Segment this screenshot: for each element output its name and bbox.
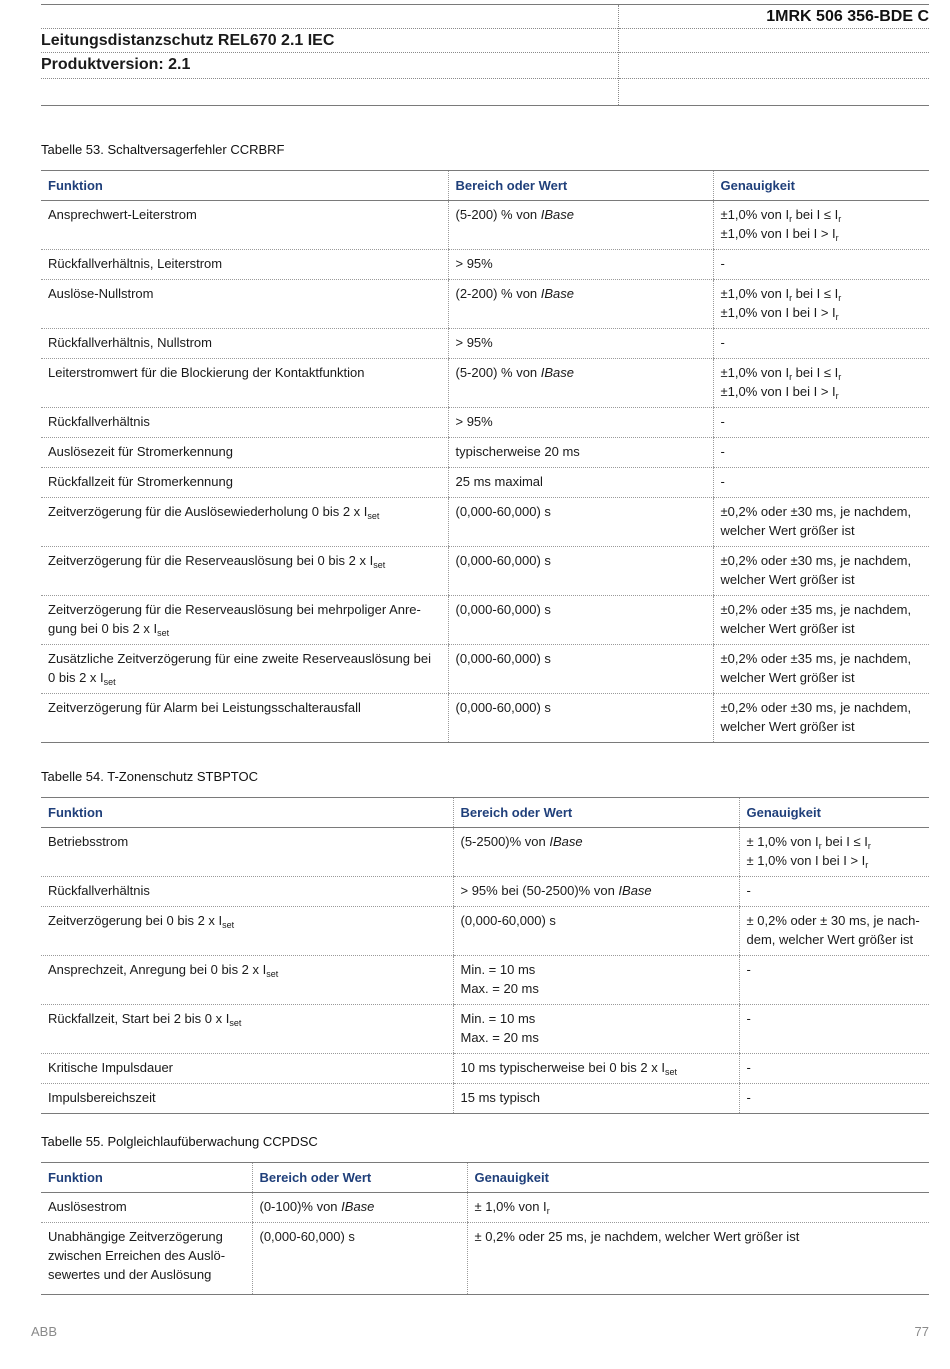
cell-bereich: > 95% bei (50-2500)% von IBase bbox=[453, 877, 739, 907]
cell-genauigkeit: ± 0,2% oder ± 30 ms, je nach- dem, welcher Wert größer ist bbox=[739, 907, 929, 956]
cell-genauigkeit: ±1,0% von $I_r$ bei $I \le I_r$ ±1,0% von I bei $I > I_r$ bbox=[713, 280, 929, 329]
cell-funktion: Ansprechwert-Leiterstrom bbox=[41, 201, 448, 250]
table-row bbox=[41, 1223, 929, 1295]
cell-bereich: > 95% bbox=[448, 250, 713, 280]
table-row bbox=[41, 596, 929, 645]
cell-genauigkeit: ±0,2% oder ±30 ms, je nachdem, welcher Wert größer ist bbox=[713, 498, 929, 547]
cell-bereich: (0,000-60,000) s bbox=[252, 1223, 467, 1295]
cell-genauigkeit: - bbox=[739, 1084, 929, 1114]
header-dotted-line bbox=[619, 78, 929, 79]
table-header-row bbox=[41, 1163, 929, 1193]
col-header-genauigkeit: Genauigkeit bbox=[739, 798, 929, 828]
cell-bereich: Min. = 10 ms Max. = 20 ms bbox=[453, 956, 739, 1005]
cell-genauigkeit: ± 0,2% oder 25 ms, je nachdem, welcher Wert größer ist bbox=[467, 1223, 929, 1295]
cell-genauigkeit: ±1,0% von $I_r$ bei $I \le I_r$ ±1,0% von I bei $I > I_r$ bbox=[713, 359, 929, 408]
header-divider bbox=[618, 5, 619, 105]
cell-genauigkeit: - bbox=[713, 250, 929, 280]
cell-funktion: Rückfallverhältnis bbox=[41, 408, 448, 438]
cell-bereich: (0,000-60,000) s bbox=[448, 547, 713, 596]
table-row bbox=[41, 468, 929, 498]
table-row bbox=[41, 1084, 929, 1114]
page-number: 77 bbox=[914, 1324, 929, 1339]
cell-bereich: typischerweise 20 ms bbox=[448, 438, 713, 468]
table54-caption: Tabelle 54. T-Zonenschutz STBPTOC bbox=[41, 769, 259, 784]
header-dotted-line bbox=[619, 28, 929, 29]
cell-bereich: > 95% bbox=[448, 329, 713, 359]
cell-bereich: (5-200) % von IBase bbox=[448, 201, 713, 250]
table53-caption: Tabelle 53. Schaltversagerfehler CCRBRF bbox=[41, 142, 285, 157]
cell-funktion: Betriebsstrom bbox=[41, 828, 453, 877]
cell-funktion: Zeitverzögerung für die Reserveauslösung bei 0 bis 2 x $I_{set}$ bbox=[41, 547, 448, 596]
col-header-funktion: Funktion bbox=[41, 1163, 252, 1193]
header-dotted-line bbox=[41, 28, 618, 29]
cell-genauigkeit: - bbox=[713, 438, 929, 468]
product-title: Leitungsdistanzschutz REL670 2.1 IEC bbox=[41, 32, 335, 49]
cell-funktion: Rückfallverhältnis, Leiterstrom bbox=[41, 250, 448, 280]
cell-genauigkeit: - bbox=[739, 1005, 929, 1054]
cell-genauigkeit: - bbox=[739, 877, 929, 907]
cell-bereich: (2-200) % von IBase bbox=[448, 280, 713, 329]
cell-funktion: Auslösezeit für Stromerkennung bbox=[41, 438, 448, 468]
cell-genauigkeit: - bbox=[713, 408, 929, 438]
cell-funktion: Rückfallverhältnis bbox=[41, 877, 453, 907]
table-row bbox=[41, 877, 929, 907]
table-row bbox=[41, 329, 929, 359]
table55 bbox=[41, 1162, 929, 1295]
table-row bbox=[41, 645, 929, 694]
cell-bereich: (0,000-60,000) s bbox=[453, 907, 739, 956]
cell-genauigkeit: - bbox=[739, 1054, 929, 1084]
cell-genauigkeit: ±0,2% oder ±30 ms, je nachdem, welcher Wert größer ist bbox=[713, 694, 929, 743]
cell-bereich: Min. = 10 ms Max. = 20 ms bbox=[453, 1005, 739, 1054]
table-row bbox=[41, 547, 929, 596]
table-row bbox=[41, 250, 929, 280]
cell-bereich: (0,000-60,000) s bbox=[448, 645, 713, 694]
footer-company: ABB bbox=[31, 1324, 58, 1339]
table-row bbox=[41, 408, 929, 438]
cell-bereich: (5-200) % von IBase bbox=[448, 359, 713, 408]
cell-funktion: Auslösestrom bbox=[41, 1193, 252, 1223]
table-row bbox=[41, 694, 929, 743]
cell-funktion: Ansprechzeit, Anregung bei 0 bis 2 x $I_{set}$ bbox=[41, 956, 453, 1005]
cell-genauigkeit: ±1,0% von $I_r$ bei $I \le I_r$ ±1,0% von I bei $I > I_r$ bbox=[713, 201, 929, 250]
header-top-rule bbox=[41, 4, 929, 5]
page-header bbox=[41, 4, 929, 106]
cell-funktion: Unabhängige Zeitverzögerung zwischen Erreichen des Auslö- sewertes und der Auslösung bbox=[41, 1223, 252, 1295]
table-row bbox=[41, 359, 929, 408]
col-header-funktion: Funktion bbox=[41, 171, 448, 201]
table-header-row bbox=[41, 798, 929, 828]
product-version: Produktversion: 2.1 bbox=[41, 56, 191, 73]
cell-genauigkeit: ± 1,0% von $I_r$ bei $I \le I_r$ ± 1,0% von I bei $I > I_r$ bbox=[739, 828, 929, 877]
cell-bereich: (0,000-60,000) s bbox=[448, 694, 713, 743]
cell-funktion: Auslöse-Nullstrom bbox=[41, 280, 448, 329]
cell-bereich: 10 ms typischerweise bei 0 bis 2 x $I_{set}$ bbox=[453, 1054, 739, 1084]
cell-genauigkeit: - bbox=[713, 468, 929, 498]
table-row bbox=[41, 1054, 929, 1084]
cell-bereich: 25 ms maximal bbox=[448, 468, 713, 498]
cell-bereich: (0,000-60,000) s bbox=[448, 498, 713, 547]
cell-funktion: Impulsbereichszeit bbox=[41, 1084, 453, 1114]
table-row bbox=[41, 280, 929, 329]
cell-bereich: (5-2500)% von IBase bbox=[453, 828, 739, 877]
cell-bereich: > 95% bbox=[448, 408, 713, 438]
col-header-bereich: Bereich oder Wert bbox=[448, 171, 713, 201]
cell-bereich: 15 ms typisch bbox=[453, 1084, 739, 1114]
col-header-bereich: Bereich oder Wert bbox=[453, 798, 739, 828]
cell-funktion: Rückfallzeit, Start bei 2 bis 0 x $I_{set}$ bbox=[41, 1005, 453, 1054]
table-header-row bbox=[41, 171, 929, 201]
cell-genauigkeit: ± 1,0% von $I_r$ bbox=[467, 1193, 929, 1223]
cell-genauigkeit: - bbox=[739, 956, 929, 1005]
cell-bereich: (0-100)% von IBase bbox=[252, 1193, 467, 1223]
table54 bbox=[41, 797, 929, 1114]
cell-bereich: (0,000-60,000) s bbox=[448, 596, 713, 645]
table53 bbox=[41, 170, 929, 743]
header-dotted-line bbox=[41, 78, 618, 79]
cell-funktion: Leiterstromwert für die Blockierung der Kontaktfunktion bbox=[41, 359, 448, 408]
table-row bbox=[41, 828, 929, 877]
table-row bbox=[41, 1005, 929, 1054]
cell-funktion: Zusätzliche Zeitverzögerung für eine zweite Reserveauslösung bei 0 bis 2 x $I_{set}$ bbox=[41, 645, 448, 694]
header-bottom-rule bbox=[41, 105, 929, 106]
col-header-genauigkeit: Genauigkeit bbox=[713, 171, 929, 201]
cell-funktion: Zeitverzögerung für Alarm bei Leistungsschalterausfall bbox=[41, 694, 448, 743]
cell-funktion: Rückfallzeit für Stromerkennung bbox=[41, 468, 448, 498]
cell-funktion: Rückfallverhältnis, Nullstrom bbox=[41, 329, 448, 359]
cell-genauigkeit: ±0,2% oder ±30 ms, je nachdem, welcher Wert größer ist bbox=[713, 547, 929, 596]
table55-caption: Tabelle 55. Polgleichlaufüberwachung CCPDSC bbox=[41, 1134, 318, 1149]
cell-genauigkeit: ±0,2% oder ±35 ms, je nachdem, welcher Wert größer ist bbox=[713, 596, 929, 645]
table-row bbox=[41, 907, 929, 956]
table-row bbox=[41, 498, 929, 547]
cell-funktion: Zeitverzögerung für die Auslösewiederholung 0 bis 2 x $I_{set}$ bbox=[41, 498, 448, 547]
cell-genauigkeit: - bbox=[713, 329, 929, 359]
table-row bbox=[41, 201, 929, 250]
cell-genauigkeit: ±0,2% oder ±35 ms, je nachdem, welcher Wert größer ist bbox=[713, 645, 929, 694]
cell-funktion: Zeitverzögerung für die Reserveauslösung bei mehrpoliger Anre- gung bei 0 bis 2 x $I_{set}$ bbox=[41, 596, 448, 645]
col-header-bereich: Bereich oder Wert bbox=[252, 1163, 467, 1193]
table-row bbox=[41, 438, 929, 468]
header-dotted-line bbox=[41, 52, 618, 53]
col-header-funktion: Funktion bbox=[41, 798, 453, 828]
table-row bbox=[41, 1193, 929, 1223]
cell-funktion: Kritische Impulsdauer bbox=[41, 1054, 453, 1084]
header-dotted-line bbox=[619, 52, 929, 53]
cell-funktion: Zeitverzögerung bei 0 bis 2 x $I_{set}$ bbox=[41, 907, 453, 956]
col-header-genauigkeit: Genauigkeit bbox=[467, 1163, 929, 1193]
doc-number: 1MRK 506 356-BDE C bbox=[766, 8, 929, 25]
table-row bbox=[41, 956, 929, 1005]
